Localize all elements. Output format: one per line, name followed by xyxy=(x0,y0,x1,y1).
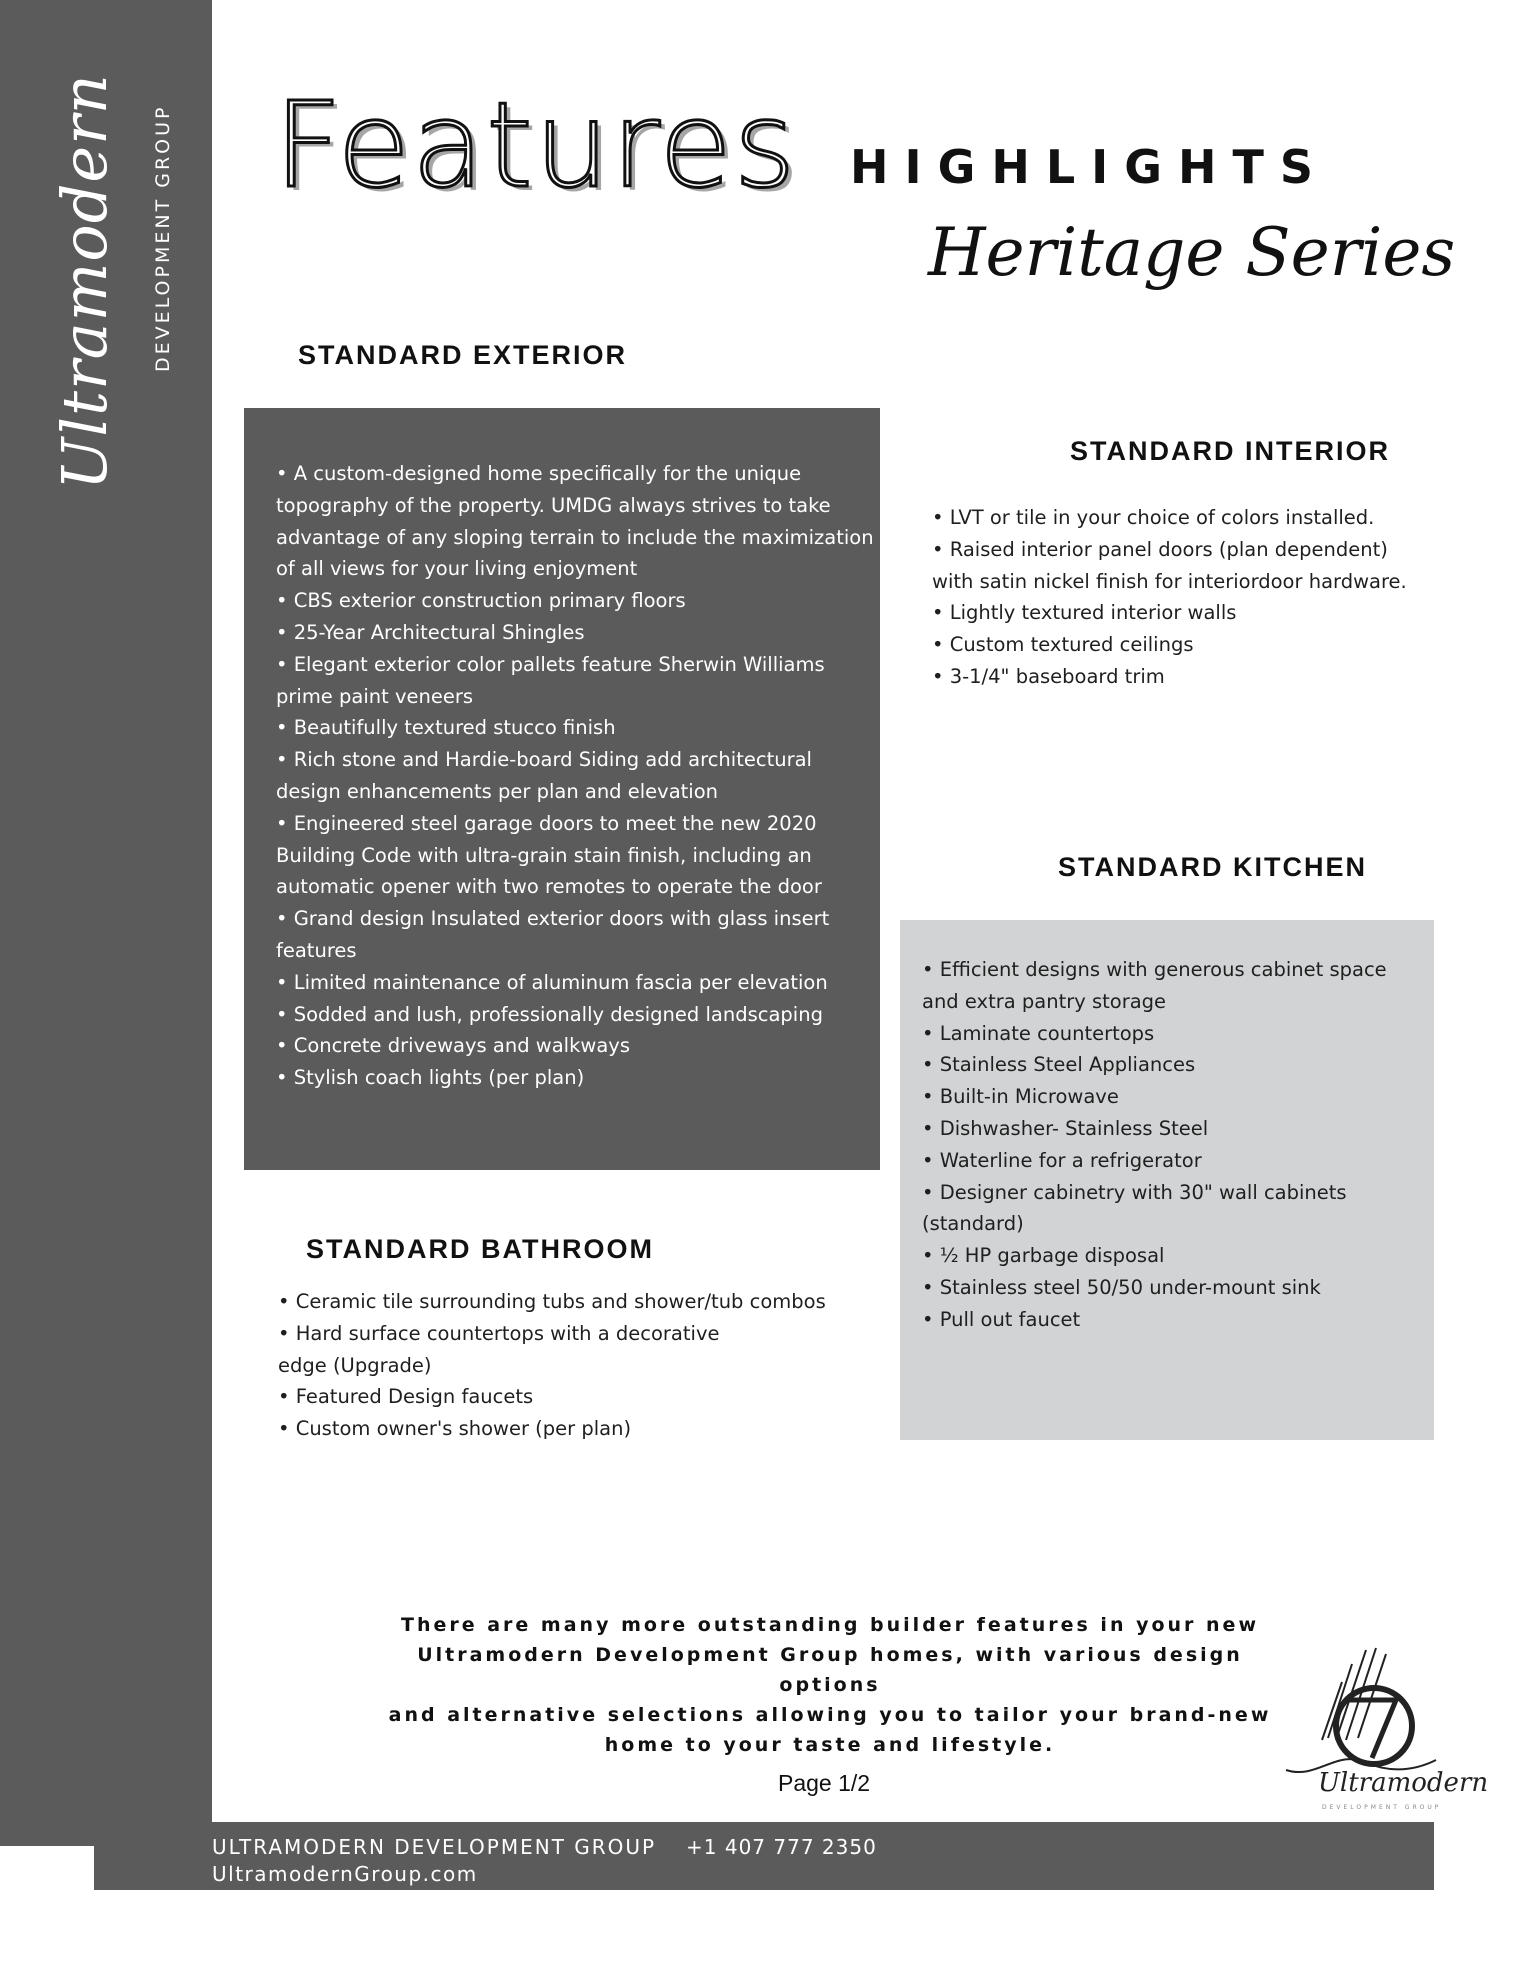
list-item: edge (Upgrade) xyxy=(278,1353,432,1377)
list-item: • Beautifully textured stucco finish xyxy=(276,716,616,740)
list-item: • Stainless steel 50/50 under-mount sink xyxy=(922,1275,1321,1299)
list-item: • Stylish coach lights (per plan) xyxy=(276,1066,585,1090)
list-item: • Sodded and lush, professionally designed landscaping xyxy=(276,1002,823,1026)
footer-company: ULTRAMODERN DEVELOPMENT GROUP xyxy=(212,1835,657,1859)
closing-line: and alternative selections allowing you to tailor your brand-new xyxy=(388,1704,1272,1726)
list-item: • Built-in Microwave xyxy=(922,1085,1119,1109)
list-item: • Custom textured ceilings xyxy=(932,633,1194,657)
list-item: • Concrete driveways and walkways xyxy=(276,1034,630,1058)
list-item: • Pull out faucet xyxy=(922,1307,1081,1331)
list-item: • Raised interior panel doors (plan dependent) xyxy=(932,537,1388,561)
list-item: • Efficient designs with generous cabinet space xyxy=(922,958,1387,981)
page-subtitle-series: Heritage Series xyxy=(928,214,1456,291)
exterior-heading: STANDARD EXTERIOR xyxy=(298,340,628,370)
list-item: with satin nickel finish for interiordoor hardware. xyxy=(932,569,1407,593)
list-item: automatic opener with two remotes to operate the door xyxy=(276,875,822,899)
list-item: Building Code with ultra-grain stain finish, including an xyxy=(276,843,812,867)
list-item: • 25-Year Architectural Shingles xyxy=(276,620,585,644)
sidebar xyxy=(0,0,212,1890)
closing-paragraph xyxy=(380,1610,1280,1760)
sidebar-brand-name: Ultramodern xyxy=(48,73,121,490)
page-number: Page 1/2 xyxy=(778,1770,871,1796)
list-item: • Grand design Insulated exterior doors with glass insert xyxy=(276,907,830,931)
list-item: • Elegant exterior color pallets feature Sherwin Williams xyxy=(276,652,825,676)
list-item: • CBS exterior construction primary floors xyxy=(276,589,686,613)
exterior-list xyxy=(276,458,874,1094)
list-item: • Laminate countertops xyxy=(922,1021,1155,1045)
list-item: prime paint veneers xyxy=(276,684,474,708)
list-item: • LVT or tile in your choice of colors installed. xyxy=(932,506,1375,529)
closing-line: Ultramodern Development Group homes, with various design options xyxy=(417,1644,1243,1696)
list-item: • Limited maintenance of aluminum fascia per elevation xyxy=(276,970,828,994)
interior-list xyxy=(932,502,1407,693)
list-item: • Stainless Steel Appliances xyxy=(922,1053,1196,1077)
page-title: Features xyxy=(274,76,798,214)
list-item: • Ceramic tile surrounding tubs and shower/tub combos xyxy=(278,1290,826,1313)
list-item: • 3-1/4" baseboard trim xyxy=(932,664,1165,688)
list-item: • Rich stone and Hardie-board Siding add architectural xyxy=(276,748,812,772)
sidebar-brand xyxy=(46,73,186,490)
sidebar-brand-subtitle: DEVELOPMENT GROUP xyxy=(152,104,174,372)
list-item: design enhancements per plan and elevation xyxy=(276,779,719,803)
interior-heading: STANDARD INTERIOR xyxy=(1070,436,1390,466)
list-item: features xyxy=(276,938,357,962)
list-item: • ½ HP garbage disposal xyxy=(922,1244,1165,1268)
sidebar-notch xyxy=(0,1846,94,1890)
kitchen-list xyxy=(922,954,1387,1336)
logo-subtitle: DEVELOPMENT GROUP xyxy=(1322,1804,1442,1811)
list-item: (standard) xyxy=(922,1212,1024,1236)
list-item: topography of the property. UMDG always strives to take xyxy=(276,493,831,517)
list-item: advantage of any sloping terrain to include the maximization xyxy=(276,525,874,549)
footer-phone-link[interactable]: +1 407 777 2350 xyxy=(686,1835,877,1859)
page-subtitle-highlights: HIGHLIGHTS xyxy=(850,140,1330,194)
kitchen-heading: STANDARD KITCHEN xyxy=(1058,852,1367,882)
list-item: • Engineered steel garage doors to meet the new 2020 xyxy=(276,811,817,835)
list-item: • A custom-designed home specifically for the unique xyxy=(276,462,802,485)
footer-website-link[interactable]: UltramodernGroup.com xyxy=(212,1862,478,1886)
list-item: and extra pantry storage xyxy=(922,989,1167,1013)
list-item: • Dishwasher- Stainless Steel xyxy=(922,1116,1209,1140)
list-item: • Featured Design faucets xyxy=(278,1385,534,1409)
list-item: • Custom owner's shower (per plan) xyxy=(278,1417,632,1441)
list-item: • Hard surface countertops with a decorative xyxy=(278,1321,720,1345)
list-item: • Designer cabinetry with 30" wall cabinets xyxy=(922,1180,1347,1204)
bathroom-heading: STANDARD BATHROOM xyxy=(306,1234,654,1264)
closing-line: There are many more outstanding builder features in your new xyxy=(400,1614,1260,1636)
list-item: • Lightly textured interior walls xyxy=(932,601,1237,625)
list-item: of all views for your living enjoyment xyxy=(276,557,638,581)
list-item: • Waterline for a refrigerator xyxy=(922,1148,1202,1172)
logo-wordmark: Ultramodern xyxy=(1318,1768,1489,1798)
closing-line: home to your taste and lifestyle. xyxy=(604,1734,1056,1756)
bathroom-list xyxy=(278,1286,826,1445)
